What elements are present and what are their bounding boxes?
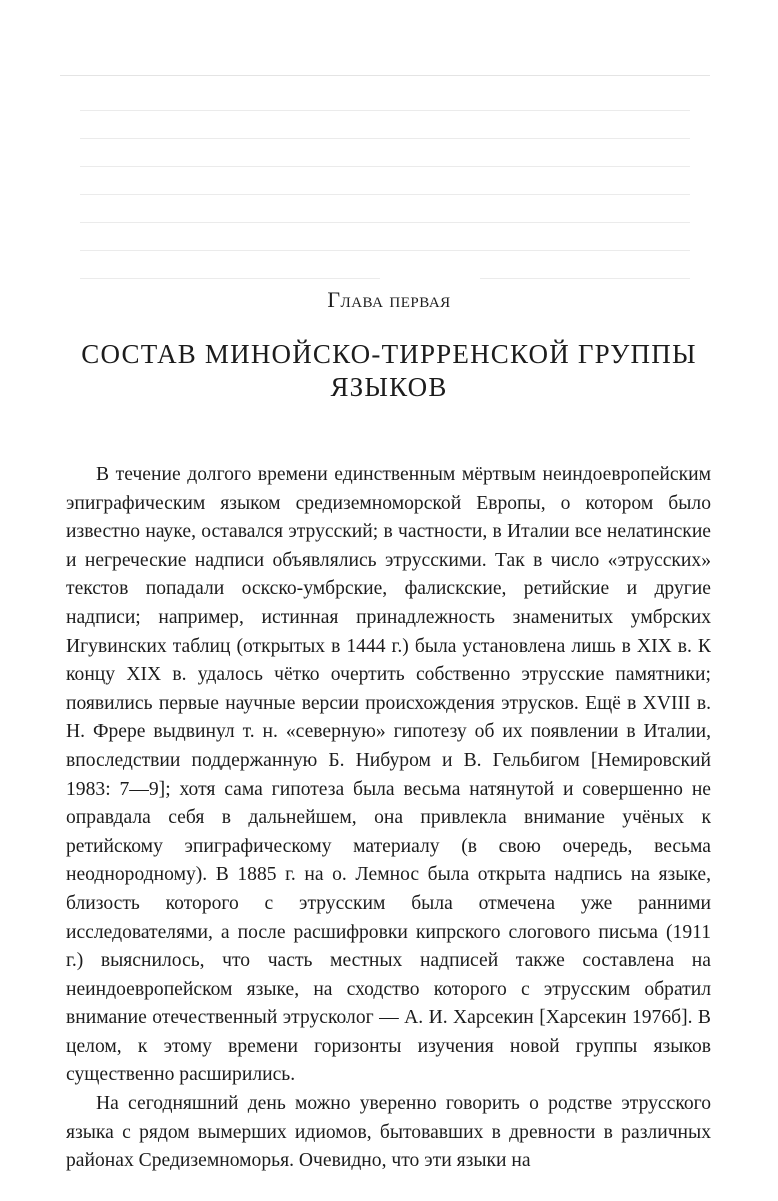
body-text [66, 461, 711, 1176]
chapter-title: СОСТАВ МИНОЙСКО-ТИРРЕНСКОЙ ГРУППЫ ЯЗЫКОВ [81, 339, 697, 402]
paragraph-2: На сегодняшний день можно уверенно говорить о родстве этрусского языка с рядом вымерших идиомов, бытовавших в древности в различных районах Средиземноморья. Очевидно, что эти языки на [66, 1093, 711, 1172]
chapter-label: Глава первая [327, 287, 451, 312]
paragraph-1: В течение долгого времени единственным мёртвым неиндоевропейским эпиграфическим языком средиземноморской Европы, о котором было известно науке, оставался этрусский; в частности, в Италии все нелатинские и негреческие надписи объявлялись этрусскими. Так в число «этрусских» текстов попадали оскско-умбрские, фалискские, ретийские и другие надписи; например, истинная принадлежность знаменитых умбрских Игувинских таблиц (открытых в 1444 г.) была установлена лишь в XIX в. К концу XIX в. удалось чётко очертить собственно этрусские памятники; появились первые научные версии происхождения этрусков. Ещё в XVIII в. Н. Фрере выдвинул т. н. «северную» гипотезу об их появлении в Италии, впоследствии поддержанную Б. Нибуром и В. Гельбигом [Немировский 1983: 7—9]; хотя сама гипотеза была весьма натянутой и совершенно не оправдала себя в дальнейшем, она привлекла внимание учёных к ретийскому эпиграфическому материалу (в свою очередь, весьма неоднородному). В 1885 г. на о. Лемнос была открыта надпись на языке, близость которого с этрусским была отмечена уже ранними исследователями, а после расшифровки кипрского слогового письма (1911 г.) выяснилось, что часть местных надписей также составлена на неиндоевропейском языке, на сходство которого с этрусским обратил внимание отечественный этрусколог — А. И. Харсекин [Харсекин 1976б]. В целом, к этому времени горизонты изучения новой группы языков существенно расширились. [66, 464, 711, 1086]
